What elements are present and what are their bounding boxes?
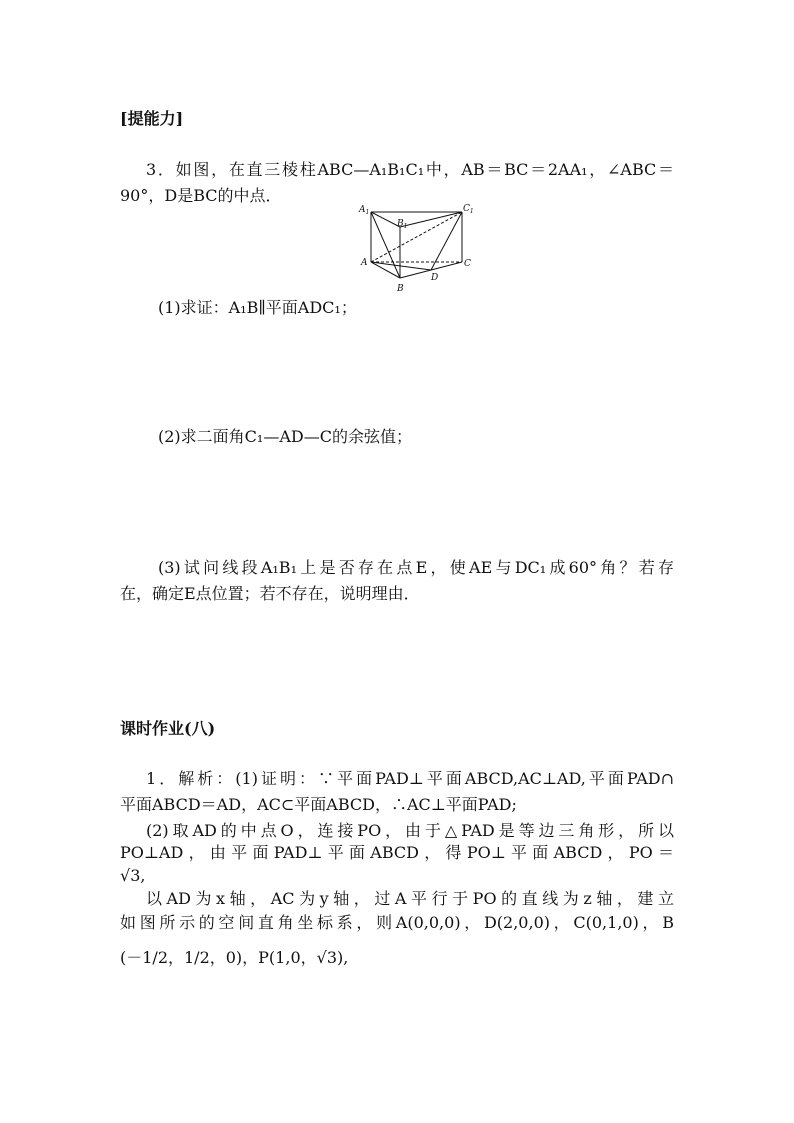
q3-part1: (1)求证：A₁B∥平面ADC₁； [158,298,357,317]
sol1-line6: 以AD为x轴，AC为y轴，过A平行于PO的直线为z轴，建立 [146,889,674,908]
sol1-line8: (－1/2，1/2，0)，P(1,0，√3), [120,948,349,967]
sol1-line7: 如图所示的空间直角坐标系，则A(0,0,0)，D(2,0,0)，C(0,1,0)，B [120,913,674,932]
label-A: A [361,258,368,268]
label-C: C [464,259,471,269]
section-title-homework: 课时作业(八) [120,719,216,738]
q3-part3-line2: 在，确定E点位置；若不存在，说明理由． [120,584,420,603]
q3-line2: 90°，D是BC的中点． [120,186,282,205]
label-D: D [431,273,439,283]
sol1-line5: √3, [120,866,146,885]
label-C1: $C_1$ [463,204,474,215]
q3-line1: 3．如图，在直三棱柱ABC—A₁B₁C₁中，AB＝BC＝2AA₁，∠ABC＝ [146,160,674,179]
sol1-line3: (2)取AD的中点O，连接PO，由于△PAD是等边三角形，所以 [146,821,674,840]
prism-figure [355,200,480,300]
label-B1: $B_1$ [397,219,408,230]
section-title-tinengli: [提能力] [120,109,184,128]
sol1-line2: 平面ABCD＝AD，AC⊂平面ABCD，∴AC⊥平面PAD; [120,795,517,814]
sol1-line1: 1．解析：(1)证明：∵平面PAD⊥平面ABCD,AC⊥AD,平面PAD∩ [146,769,674,788]
q3-part2: (2)求二面角C₁—AD—C的余弦值； [158,427,412,446]
label-A1: $A_1$ [359,205,370,216]
q3-part3-line1: (3)试问线段A₁B₁上是否存在点E，使AE与DC₁成60°角？若存 [158,558,674,577]
sol1-line4: PO⊥AD，由平面PAD⊥平面ABCD，得PO⊥平面ABCD，PO＝ [120,843,674,862]
label-B: B [397,284,404,294]
